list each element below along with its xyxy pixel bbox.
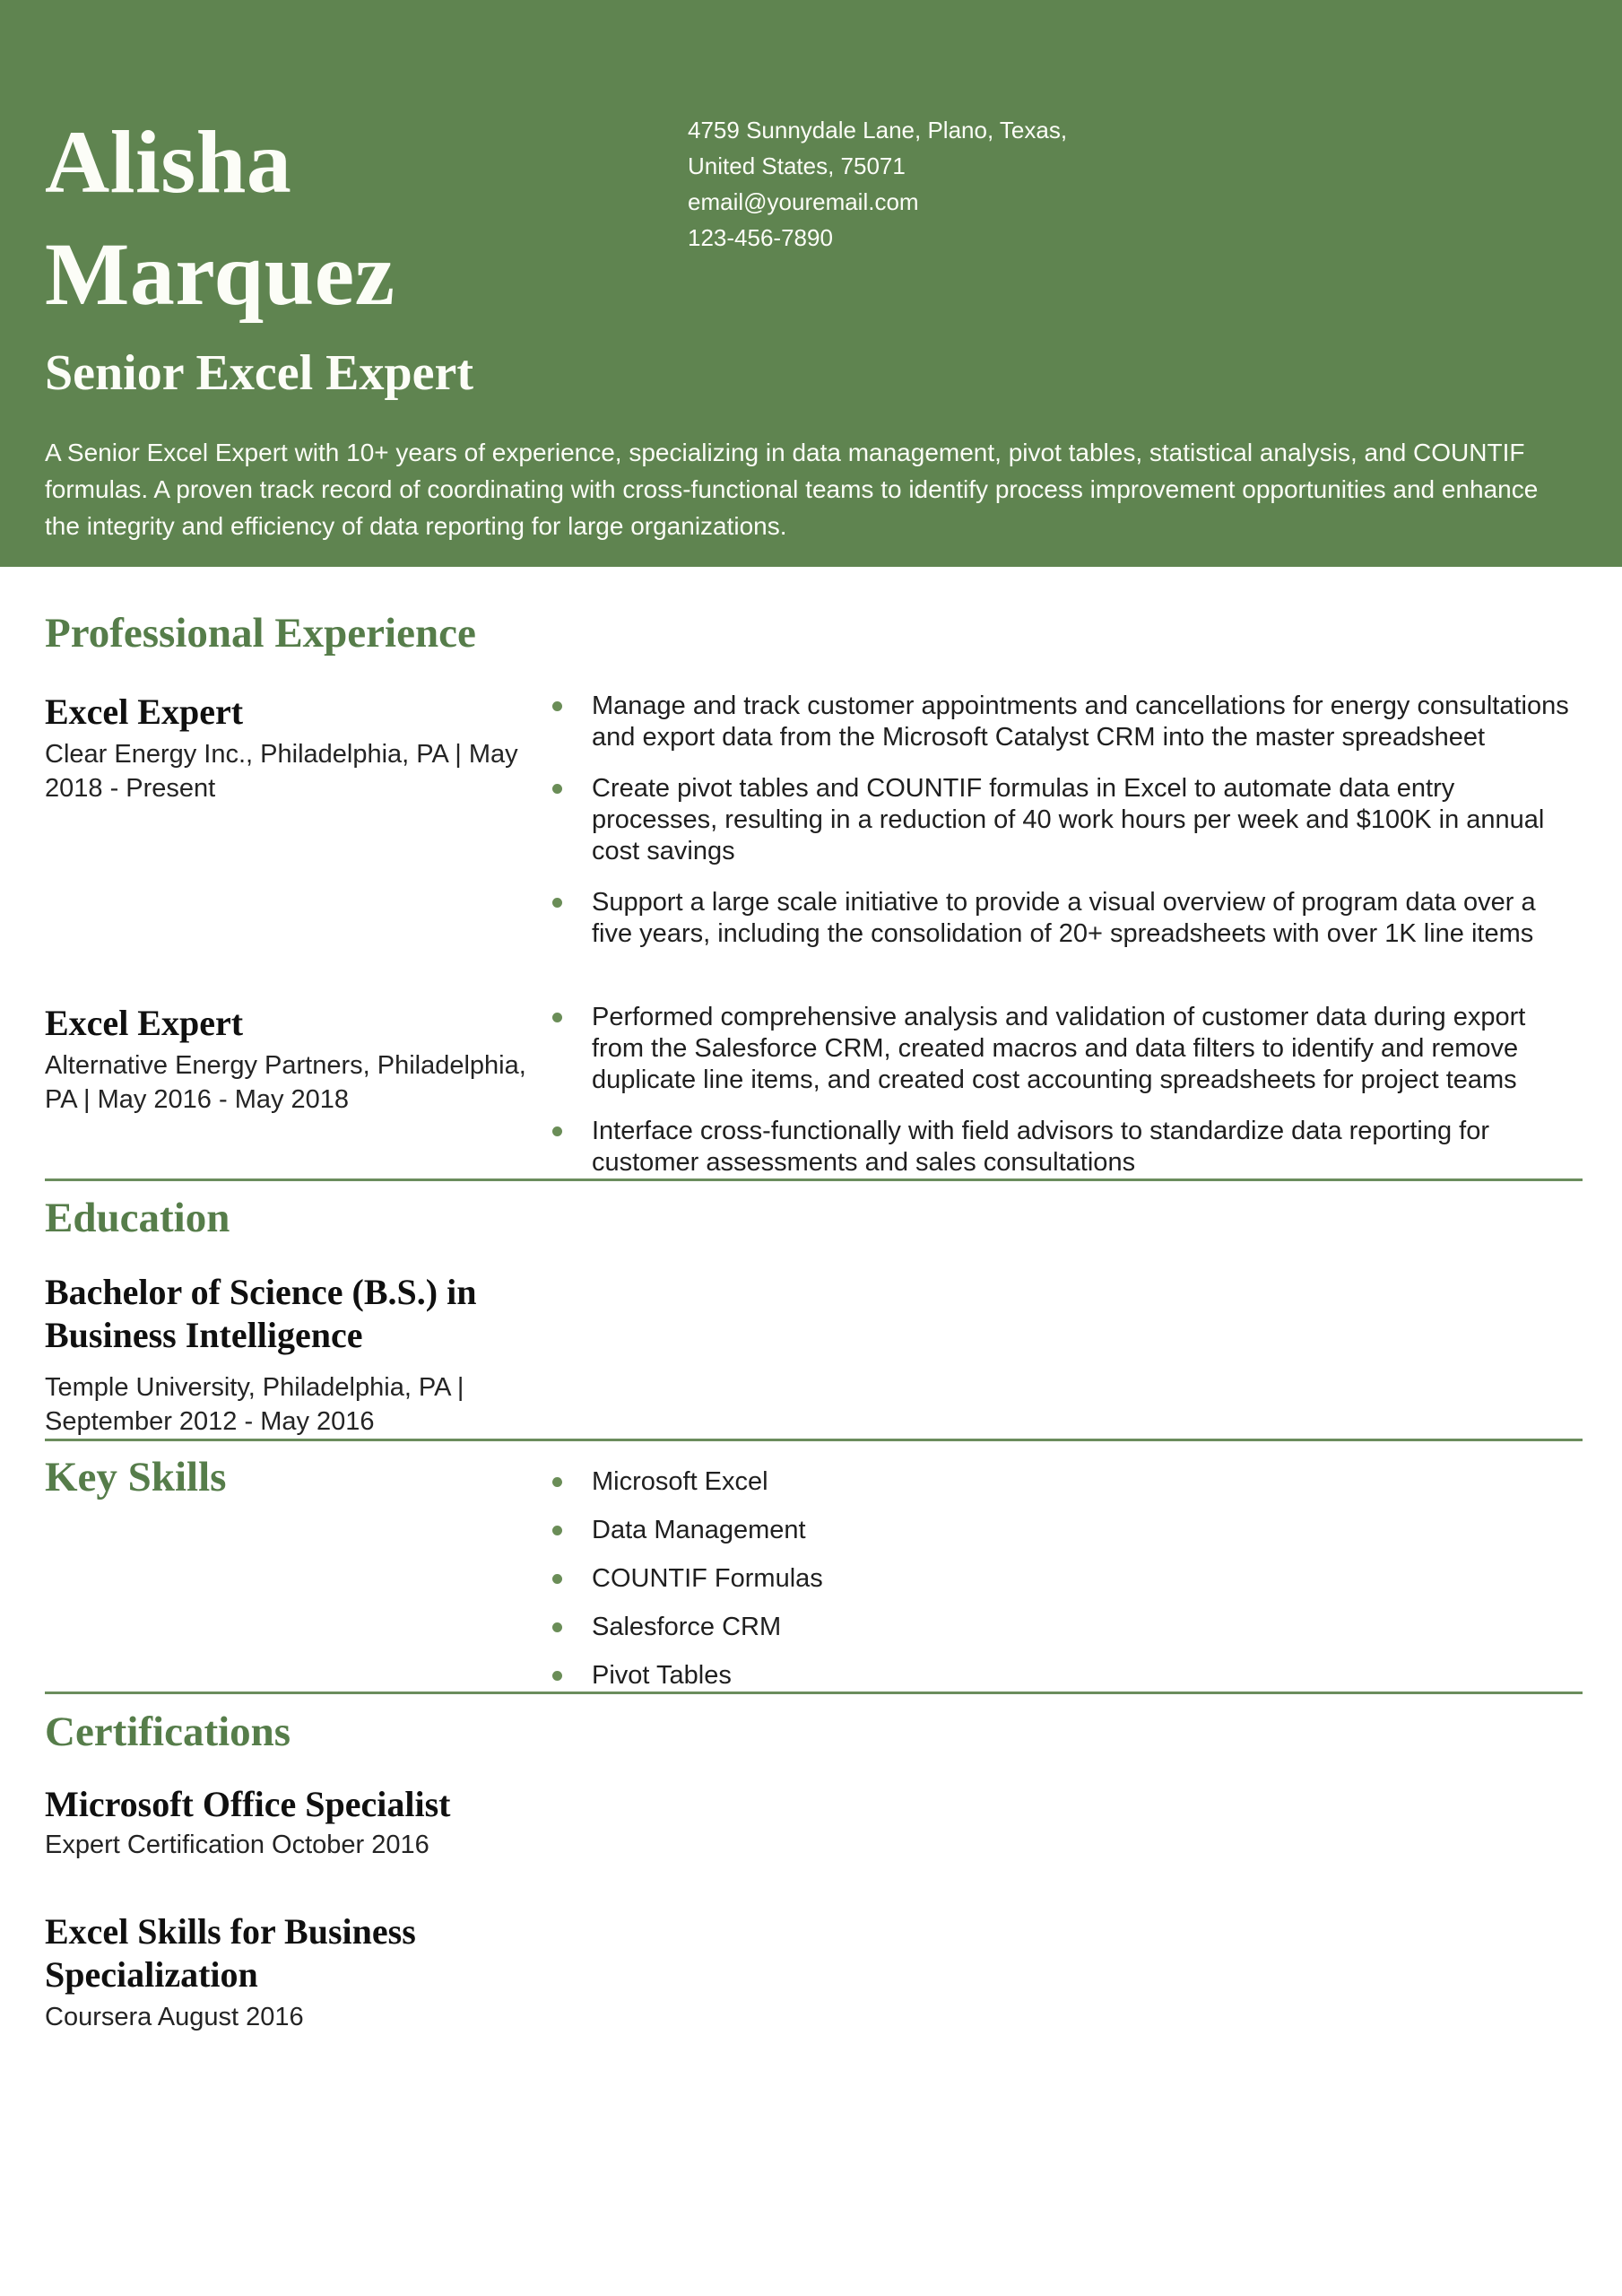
job-1-bullet-2: Create pivot tables and COUNTIF formulas in Excel to automate data entry processes, resulting in a reduction of 40 work hours per week and $100K in annual cost savings	[545, 773, 1583, 867]
job-1-info	[45, 691, 533, 950]
profile-summary: A Senior Excel Expert with 10+ years of experience, specializing in data management, pivot tables, statistical analysis, and COUNTIF formulas. A proven track record of coordinating with cross-functional teams to identify process improvement opportunities and enhance the integrity and efficiency of data reporting for large organizations.	[45, 439, 1539, 540]
job-1-bullet-1: Manage and track customer appointments and cancellations for energy consultations and export data from the Microsoft Catalyst CRM into the master spreadsheet	[545, 691, 1583, 753]
section-certifications	[45, 1707, 1583, 2034]
skill-item-2: Data Management	[545, 1515, 1583, 1546]
section-experience	[45, 608, 1583, 1178]
section-divider-1	[45, 1178, 1583, 1181]
education-right-spacer	[545, 1271, 1583, 1439]
certification-1-meta: Expert Certification October 2016	[45, 1831, 429, 1859]
job-2-title: Excel Expert	[45, 1003, 244, 1043]
certification-1-title: Microsoft Office Specialist	[45, 1784, 451, 1824]
skill-item-4: Salesforce CRM	[545, 1612, 1583, 1643]
section-heading-education: Education	[45, 1195, 230, 1241]
skills-list	[545, 1452, 1583, 1692]
certification-entry-1	[45, 1783, 533, 1862]
contact-phone: 123-456-7890	[688, 224, 833, 251]
section-education	[45, 1193, 1583, 1439]
candidate-title: Senior Excel Expert	[45, 345, 474, 401]
section-skills	[45, 1452, 1583, 1692]
certification-2-title: Excel Skills for Business Specialization	[45, 1911, 416, 1995]
skill-item-1: Microsoft Excel	[545, 1466, 1583, 1498]
job-2-bullets	[545, 1002, 1583, 1178]
job-2-info	[45, 1002, 533, 1178]
section-divider-3	[45, 1692, 1583, 1694]
education-info	[45, 1271, 533, 1439]
skill-item-3: COUNTIF Formulas	[545, 1563, 1583, 1595]
skill-item-5: Pivot Tables	[545, 1660, 1583, 1692]
section-divider-2	[45, 1439, 1583, 1441]
job-1-bullets	[545, 691, 1583, 950]
header-banner	[0, 0, 1622, 567]
certification-entry-2	[45, 1910, 533, 2034]
contact-address-line2: United States, 75071	[688, 152, 906, 179]
job-2-bullet-2: Interface cross-functionally with field advisors to standardize data reporting for customer assessments and sales consultations	[545, 1116, 1583, 1178]
job-2-meta: Alternative Energy Partners, Philadelphia, PA | May 2016 - May 2018	[45, 1051, 526, 1114]
education-entry	[45, 1271, 1583, 1439]
candidate-name: Alisha Marquez	[45, 112, 395, 324]
resume-body	[0, 608, 1622, 2034]
skills-row	[45, 1452, 1583, 1692]
certification-2-meta: Coursera August 2016	[45, 2003, 304, 2031]
job-2-bullet-1: Performed comprehensive analysis and validation of customer data during export from the Salesforce CRM, created macros and data filters to identify and remove duplicate line items, and created cost accounting spreadsheets for project teams	[545, 1002, 1583, 1096]
education-meta: Temple University, Philadelphia, PA | September 2012 - May 2016	[45, 1373, 464, 1436]
contact-info	[688, 112, 1067, 256]
job-1-title: Excel Expert	[45, 691, 244, 732]
job-1-meta: Clear Energy Inc., Philadelphia, PA | May 2018 - Present	[45, 740, 518, 803]
contact-email: email@youremail.com	[688, 188, 919, 215]
section-heading-skills: Key Skills	[45, 1454, 227, 1500]
degree-title: Bachelor of Science (B.S.) in Business Intelligence	[45, 1272, 477, 1355]
section-heading-certifications: Certifications	[45, 1709, 291, 1755]
job-1-bullet-3: Support a large scale initiative to provide a visual overview of program data over a five years, including the consolidation of 20+ spreadsheets with over 1K line items	[545, 887, 1583, 950]
job-entry-1	[45, 691, 1583, 950]
section-heading-experience: Professional Experience	[45, 610, 476, 657]
contact-address-line1: 4759 Sunnydale Lane, Plano, Texas,	[688, 117, 1068, 144]
job-entry-2	[45, 1002, 1583, 1178]
